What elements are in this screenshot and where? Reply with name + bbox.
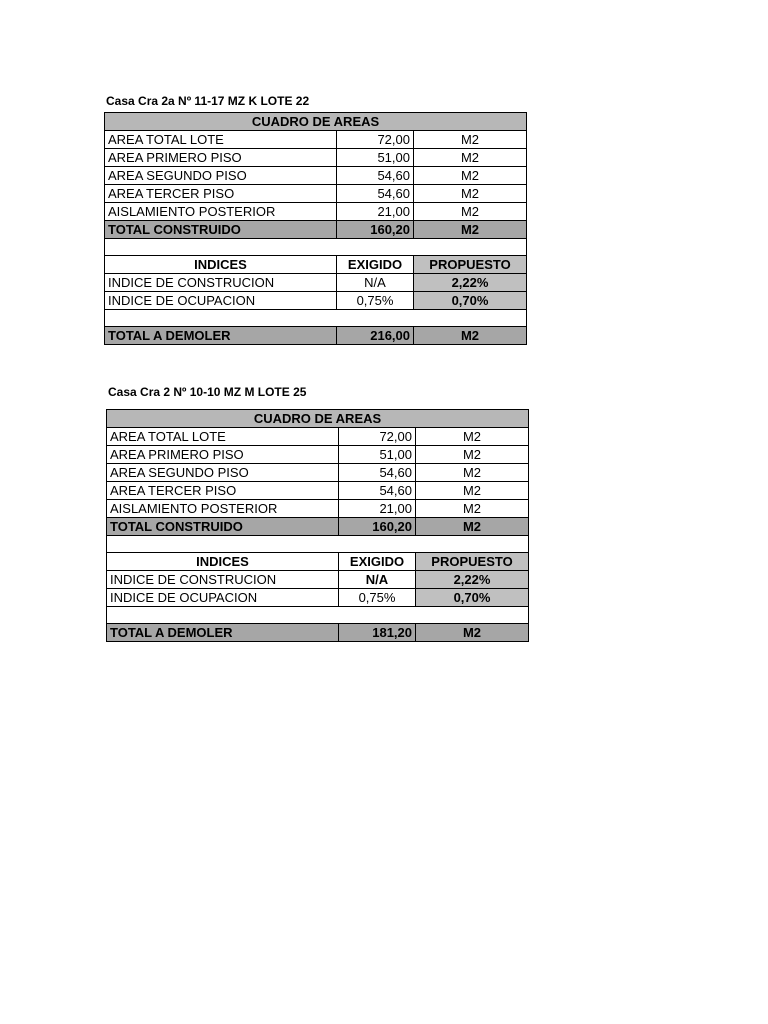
- index-label: INDICE DE CONSTRUCION: [107, 571, 339, 589]
- indices-label: INDICES: [107, 553, 339, 571]
- index-propuesto: 0,70%: [414, 292, 527, 310]
- row-unit: M2: [416, 482, 529, 500]
- table-row: [105, 167, 527, 185]
- table-row: [107, 446, 529, 464]
- total-value: 160,20: [337, 221, 414, 239]
- spacer-row: [107, 536, 529, 553]
- areas-block-1: [104, 92, 527, 345]
- row-value: 72,00: [339, 428, 416, 446]
- row-label: AREA TOTAL LOTE: [107, 428, 339, 446]
- index-exigido: N/A: [339, 571, 416, 589]
- row-value: 54,60: [339, 464, 416, 482]
- table-row: [105, 185, 527, 203]
- index-exigido: 0,75%: [339, 589, 416, 607]
- indices-row: [107, 589, 529, 607]
- property-caption: Casa Cra 2 Nº 10-10 MZ M LOTE 25: [108, 385, 307, 399]
- table-row: [105, 149, 527, 167]
- table-title: CUADRO DE AREAS: [105, 113, 527, 131]
- table-header-row: [107, 410, 529, 428]
- table-title: CUADRO DE AREAS: [107, 410, 529, 428]
- demoler-label: TOTAL A DEMOLER: [107, 624, 339, 642]
- areas-table: [106, 409, 529, 642]
- row-label: AREA TOTAL LOTE: [105, 131, 337, 149]
- row-value: 21,00: [337, 203, 414, 221]
- total-unit: M2: [414, 221, 527, 239]
- table-row: [107, 428, 529, 446]
- demoler-value: 181,20: [339, 624, 416, 642]
- spacer-row: [107, 607, 529, 624]
- row-label: AISLAMIENTO POSTERIOR: [105, 203, 337, 221]
- table-row: [107, 464, 529, 482]
- row-value: 54,60: [339, 482, 416, 500]
- indices-row: [107, 571, 529, 589]
- index-propuesto: 2,22%: [414, 274, 527, 292]
- demoler-unit: M2: [414, 327, 527, 345]
- row-unit: M2: [414, 149, 527, 167]
- indices-row: [105, 274, 527, 292]
- spacer-row: [105, 310, 527, 327]
- index-propuesto: 0,70%: [416, 589, 529, 607]
- indices-row: [105, 292, 527, 310]
- index-exigido: 0,75%: [337, 292, 414, 310]
- row-value: 51,00: [339, 446, 416, 464]
- row-unit: M2: [414, 185, 527, 203]
- row-label: AREA TERCER PISO: [105, 185, 337, 203]
- row-unit: M2: [416, 428, 529, 446]
- row-label: AREA SEGUNDO PISO: [105, 167, 337, 185]
- index-label: INDICE DE OCUPACION: [105, 292, 337, 310]
- propuesto-header: PROPUESTO: [416, 553, 529, 571]
- areas-table: [104, 112, 527, 345]
- total-demoler-row: [107, 624, 529, 642]
- row-value: 54,60: [337, 185, 414, 203]
- exigido-header: EXIGIDO: [337, 256, 414, 274]
- row-label: AREA PRIMERO PISO: [105, 149, 337, 167]
- row-label: AREA SEGUNDO PISO: [107, 464, 339, 482]
- row-label: AISLAMIENTO POSTERIOR: [107, 500, 339, 518]
- row-value: 51,00: [337, 149, 414, 167]
- exigido-header: EXIGIDO: [339, 553, 416, 571]
- row-unit: M2: [414, 167, 527, 185]
- index-label: INDICE DE OCUPACION: [107, 589, 339, 607]
- total-construido-row: [105, 221, 527, 239]
- row-unit: M2: [416, 500, 529, 518]
- row-unit: M2: [414, 131, 527, 149]
- property-caption: Casa Cra 2a Nº 11-17 MZ K LOTE 22: [106, 94, 310, 108]
- table-header-row: [105, 113, 527, 131]
- table-row: [107, 500, 529, 518]
- spacer-row: [105, 239, 527, 256]
- total-value: 160,20: [339, 518, 416, 536]
- row-unit: M2: [414, 203, 527, 221]
- table-row: [105, 203, 527, 221]
- indices-header-row: [107, 553, 529, 571]
- index-label: INDICE DE CONSTRUCION: [105, 274, 337, 292]
- indices-label: INDICES: [105, 256, 337, 274]
- areas-block-2: [106, 383, 529, 642]
- row-value: 72,00: [337, 131, 414, 149]
- propuesto-header: PROPUESTO: [414, 256, 527, 274]
- table-row: [105, 131, 527, 149]
- total-label: TOTAL CONSTRUIDO: [107, 518, 339, 536]
- demoler-label: TOTAL A DEMOLER: [105, 327, 337, 345]
- index-exigido: N/A: [337, 274, 414, 292]
- total-demoler-row: [105, 327, 527, 345]
- row-value: 54,60: [337, 167, 414, 185]
- table-row: [107, 482, 529, 500]
- row-value: 21,00: [339, 500, 416, 518]
- total-unit: M2: [416, 518, 529, 536]
- index-propuesto: 2,22%: [416, 571, 529, 589]
- total-construido-row: [107, 518, 529, 536]
- indices-header-row: [105, 256, 527, 274]
- demoler-value: 216,00: [337, 327, 414, 345]
- row-label: AREA TERCER PISO: [107, 482, 339, 500]
- row-unit: M2: [416, 446, 529, 464]
- row-unit: M2: [416, 464, 529, 482]
- demoler-unit: M2: [416, 624, 529, 642]
- row-label: AREA PRIMERO PISO: [107, 446, 339, 464]
- total-label: TOTAL CONSTRUIDO: [105, 221, 337, 239]
